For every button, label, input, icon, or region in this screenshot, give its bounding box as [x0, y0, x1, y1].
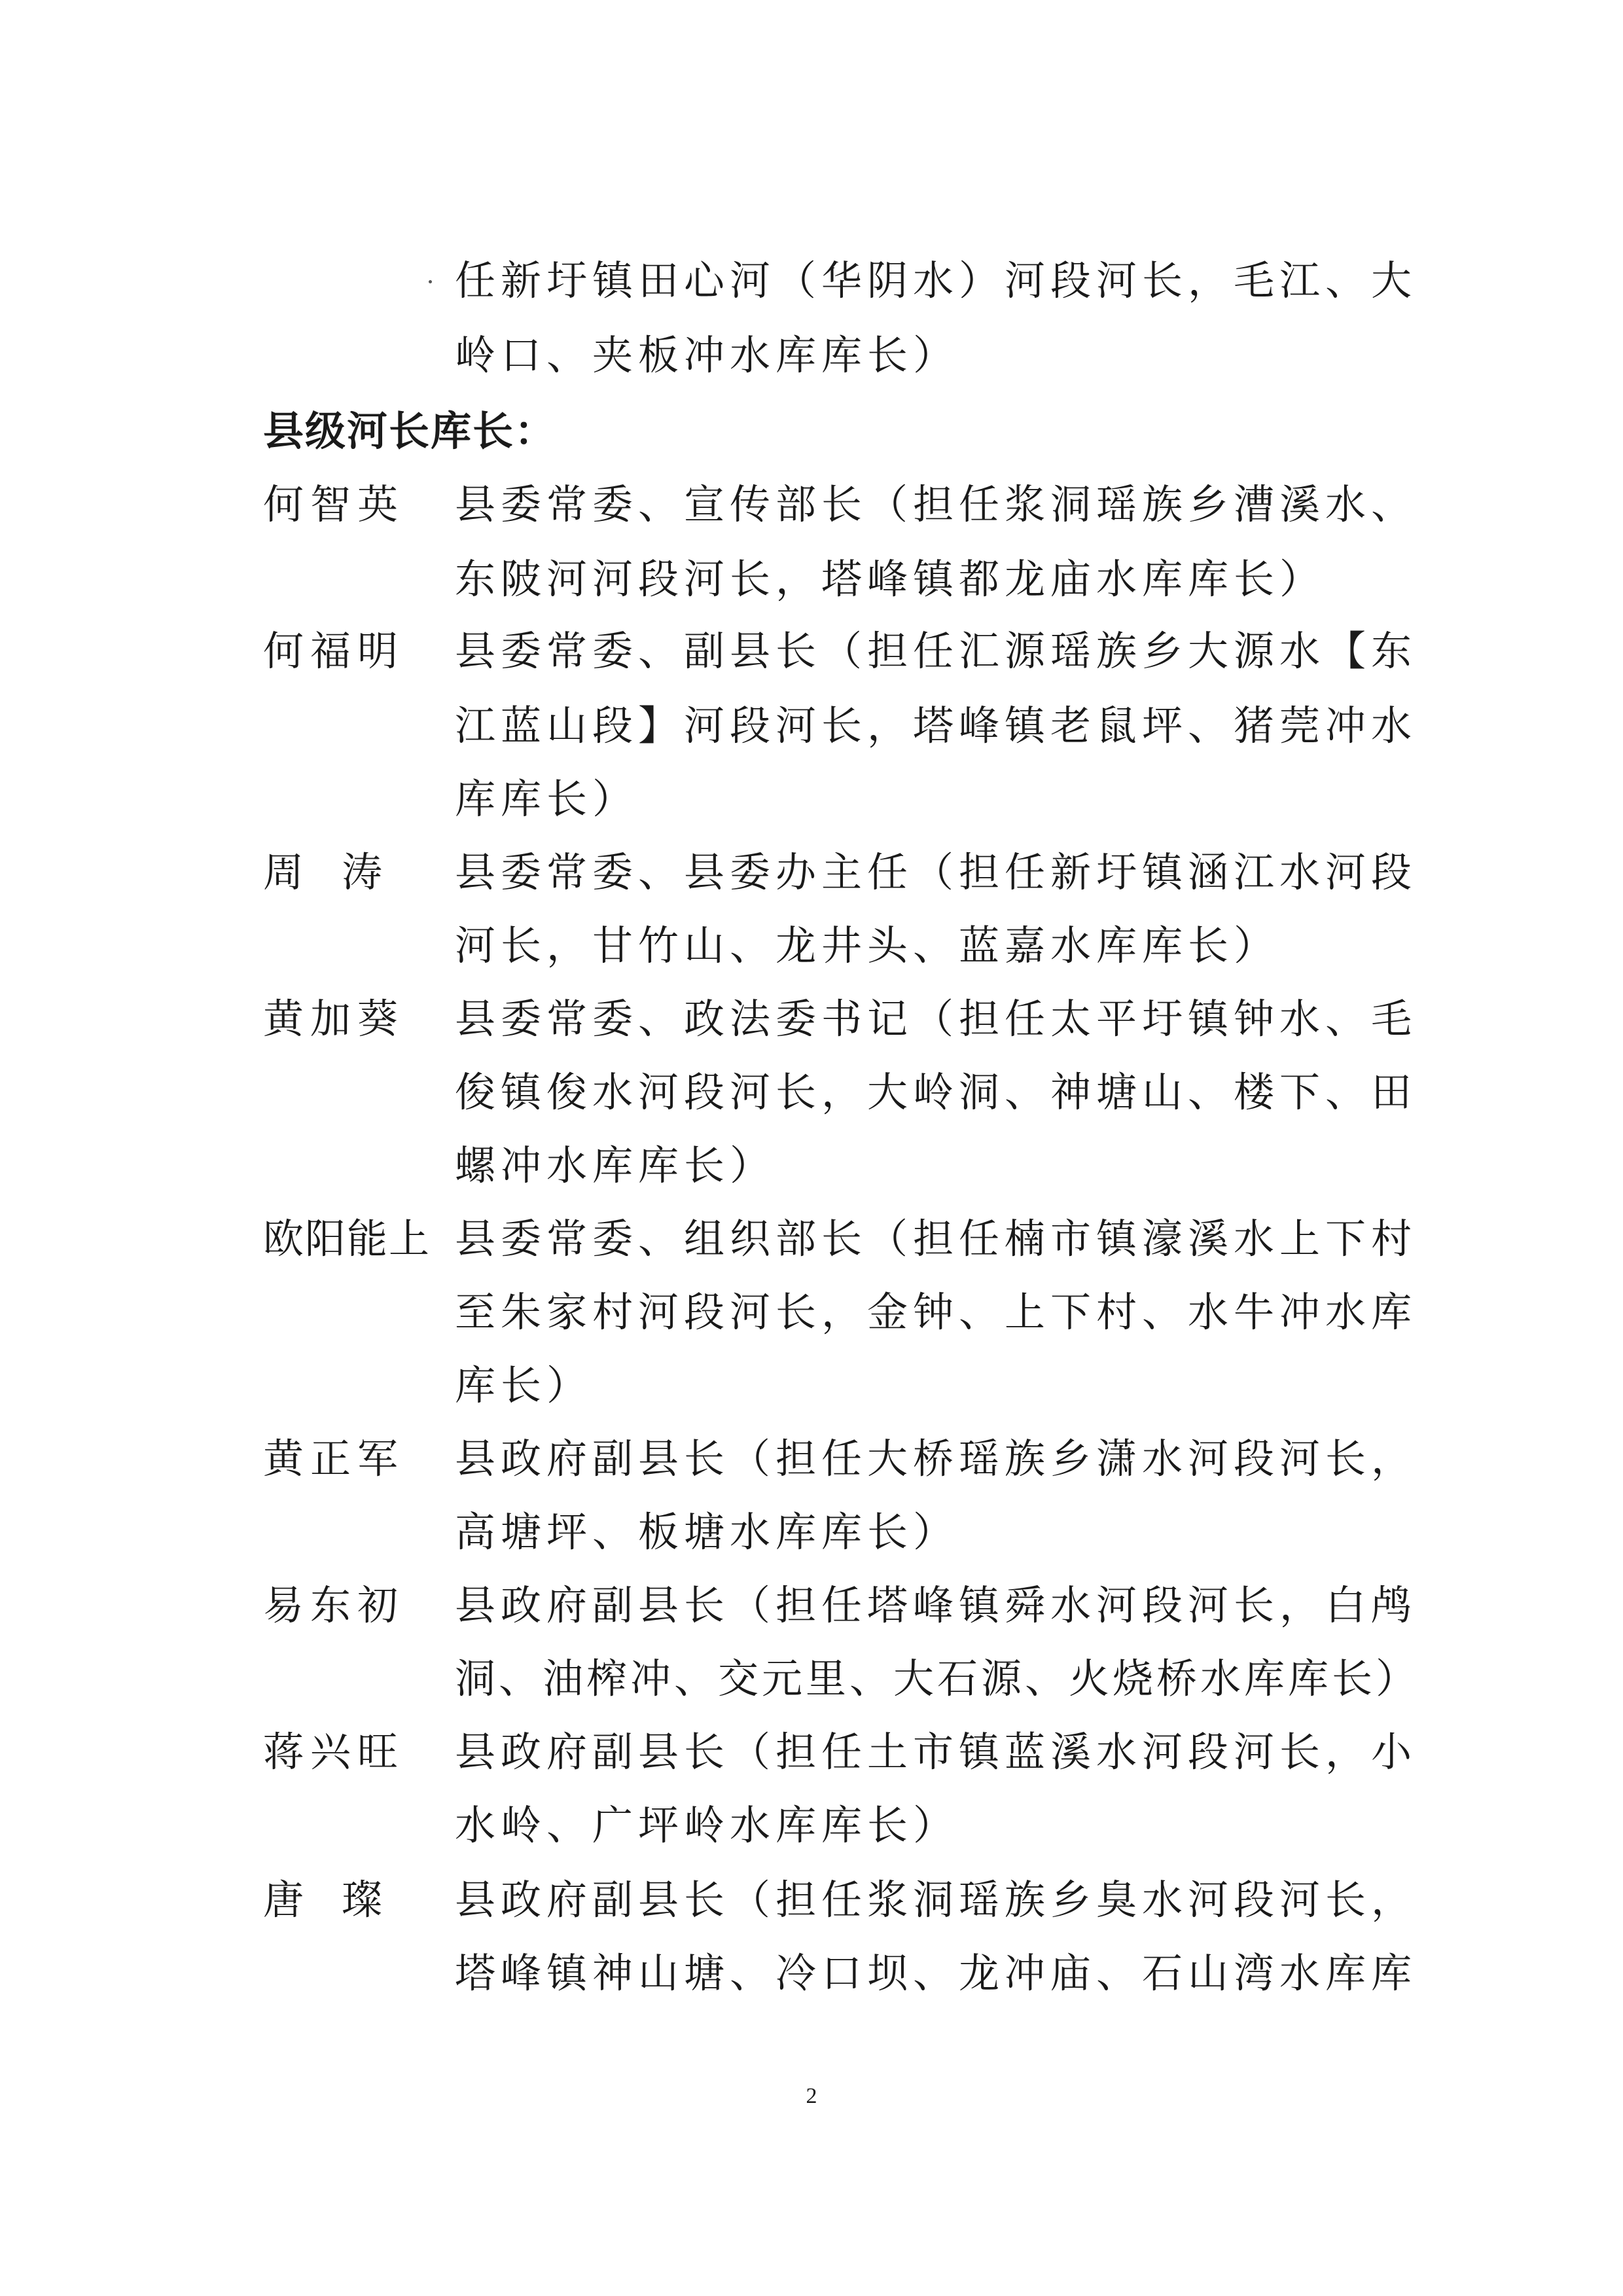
entry-line: 县委常委、副县长（担任汇源瑶族乡大源水【东 — [455, 627, 1418, 675]
entry-name: 欧阳能上 — [263, 1215, 431, 1263]
entry-name: 周涛 — [263, 848, 421, 896]
entry-line: 县委常委、组织部长（担任楠市镇濠溪水上下村 — [455, 1215, 1418, 1263]
section-heading: 县级河长库长： — [263, 407, 557, 455]
entry-name: 唐璨 — [263, 1876, 421, 1924]
entry-line: 塔峰镇神山塘、冷口坝、龙冲庙、石山湾水库库 — [455, 1949, 1418, 1997]
entry-line: 县政府副县长（担任大桥瑶族乡潇水河段河长， — [455, 1435, 1418, 1482]
entry-name: 何智英 — [263, 480, 405, 528]
entry-line: 县政府副县长（担任塔峰镇舜水河段河长，白鸬 — [455, 1581, 1418, 1629]
entry-line: 俊镇俊水河段河长，大岭洞、神塘山、楼下、田 — [455, 1068, 1418, 1116]
entry-line: 东陂河河段河长，塔峰镇都龙庙水库库长） — [455, 555, 1326, 603]
page-number: 2 — [806, 2084, 817, 2108]
entry-name: 蒋兴旺 — [263, 1728, 405, 1776]
continuation-line: 岭口、夹板冲水库库长） — [455, 331, 959, 379]
entry-line: 洞、油榨冲、交元里、大石源、火烧桥水库库长） — [455, 1655, 1420, 1702]
scan-speck — [429, 280, 432, 283]
entry-line: 水岭、广坪岭水库库长） — [455, 1801, 959, 1849]
entry-name: 黄加葵 — [263, 995, 405, 1043]
entry-line: 库长） — [455, 1361, 593, 1409]
entry-name: 易东初 — [263, 1581, 405, 1629]
entry-line: 县政府副县长（担任浆洞瑶族乡臭水河段河长， — [455, 1876, 1418, 1924]
entry-line: 县委常委、政法委书记（担任太平圩镇钟水、毛 — [455, 995, 1418, 1043]
entry-name: 黄正军 — [263, 1435, 405, 1482]
entry-line: 县政府副县长（担任土市镇蓝溪水河段河长，小 — [455, 1728, 1418, 1776]
entry-line: 县委常委、县委办主任（担任新圩镇涵江水河段 — [455, 848, 1418, 896]
entry-line: 库库长） — [455, 775, 639, 823]
entry-line: 县委常委、宣传部长（担任浆洞瑶族乡漕溪水、 — [455, 480, 1418, 528]
entry-line: 江蓝山段】河段河长，塔峰镇老鼠坪、猪莞冲水 — [455, 702, 1418, 749]
entry-line: 高塘坪、板塘水库库长） — [455, 1508, 959, 1556]
entry-line: 至朱家村河段河长，金钟、上下村、水牛冲水库 — [455, 1288, 1418, 1336]
entry-line: 河长，甘竹山、龙井头、蓝嘉水库库长） — [455, 922, 1280, 969]
continuation-line: 任新圩镇田心河（华阴水）河段河长，毛江、大 — [455, 257, 1418, 304]
entry-name: 何福明 — [263, 627, 405, 675]
entry-line: 螺冲水库库长） — [455, 1141, 776, 1189]
